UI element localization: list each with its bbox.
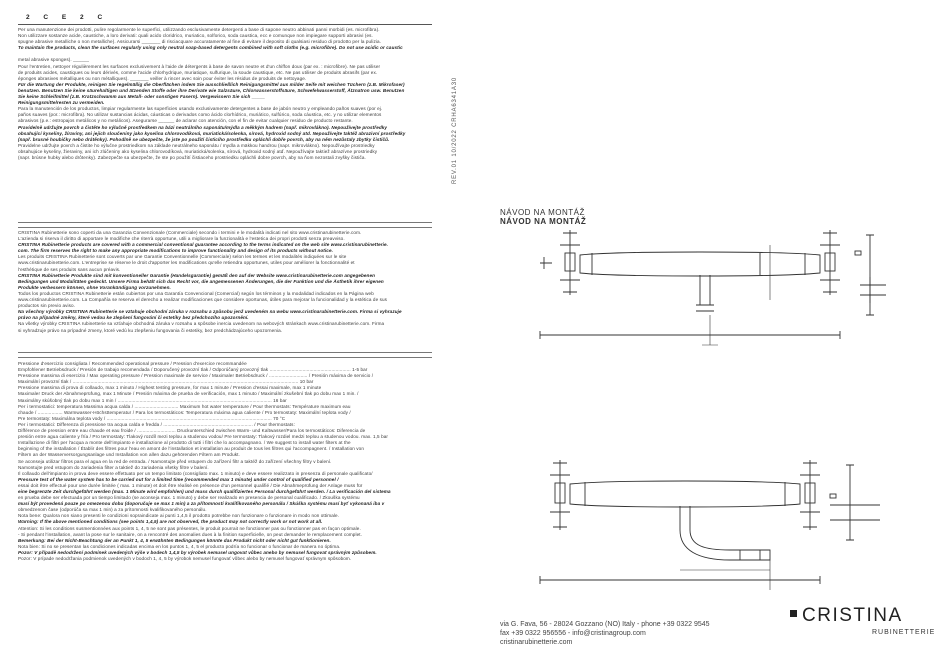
warranty-line: CRISTINA Rubinetterie products are covered with a commercial conventional guarantee according to the terms indicated on the web site www.cristinarubinetterie. bbox=[18, 242, 389, 248]
warranty-line: Les produits CRISTINA Rubinetterie sont couverts par une Garantie Conventionnelle (Commerciale) selon les termes et les modalités indiquées sur le site bbox=[18, 254, 347, 260]
warranty-line: Na všetky výrobky CRISTINA rubinetterie sa vzťahuje obchodná záruka v rozsahu a spôsobe inercia uvedenom na webových stránkach www.cristinarubinetterie.com. Firma bbox=[18, 321, 385, 327]
spec-line: Bemerkung: Bei der Nicht-Beachtung der an Punkt 1, 4, 5 erwähnten Bedingungen könnte das Produkt nicht oder nicht gut funktionieren. bbox=[18, 537, 331, 543]
warranty-line: productos sin previo aviso. bbox=[18, 303, 76, 309]
spec-line: Nota bien: Si no se presentan las condiciones indicadas encima en los puntos 1, 4, 5 el producto podría no funcionar o funcionar de manera no óptima. bbox=[18, 543, 341, 549]
spec-line: Per i termostatici: temperatura Massima acqua calda / ................................ Maximum hot water temperature / Pour thermostats: Température maximum eau bbox=[18, 403, 351, 409]
cleaning-line: Pravidelne udržujte povrch a čistite ho výlučne prostriedkom na základe neutrálneho saponátu / mydla a mäkkou handrou (napr. mikrovlákno). Nepoužívajte prostriedky bbox=[18, 142, 375, 148]
contact-web: cristinarubinetterie.com bbox=[500, 638, 573, 646]
revision-code bbox=[452, 14, 464, 214]
spec-line: Namontujte pred vstupom do zariadenia filter a taktiež do zariadenia všetky filtre v balení. bbox=[18, 464, 209, 470]
warranty-line: si vyhradzuje právo na prípadné zmeny, ktoré vedú ku zlepšeniu fungovania či estetiky, bez predchádzajúceho upozornenia. bbox=[18, 327, 283, 333]
warranty-rule-mid bbox=[18, 227, 432, 228]
warranty-line: www.cristinarubinetterie.com. L'entreprise se réserve le droit d'apporter les modifications qu'elle retiendra opportunes, utiles pour améliorer la fonctionnalité et bbox=[18, 260, 355, 266]
spec-line: eine begrenzte Zeit durchgeführt werden (max. 1 Minute wird empfohlen) und muss durch qualifiziertes Personal durchgeführt werden. / La verificación del sistema bbox=[18, 488, 391, 494]
spec-line: en prueba debe ser efectuada por un tiempo limitado (se aconseja max. 1 minuto) y debe ser realizado en presencia de personal cualificado. / Zkouška systému bbox=[18, 495, 360, 501]
brand-name: CRISTINA bbox=[802, 605, 903, 626]
spec-line: musí být provedená pouze po omezenou dobu (doporučuje se max 1 min) a za přítomnosti kvalifikovaného personálu / Skúška systému musí byť vykonaná iba v bbox=[18, 501, 385, 507]
spec-line: Pressure test of the water system has to be carried out for a limited time (recommended max 1 minute) under control of qualified personnel / bbox=[18, 476, 339, 482]
cleaning-line: Per una manutenzione dei prodotti, pulire regolarmente le superfici, utilizzando esclusivamente detergenti a base di sapone neutro abbinati panni morbidi (es. microfibra). bbox=[18, 27, 380, 32]
brand-sub: RUBINETTERIE bbox=[872, 629, 936, 636]
spec-line: Maximaler Druck der Abnahmeprüfung, max 1 Minute / Presión máxima de prueba de verificación, max 1 minuto / Maximální zkušební tlak po dobu max 1 min. / bbox=[18, 391, 359, 397]
warranty-line: Todos los productos CRISTINA Rubinetterie están cubiertos por una Garantía Convencional (Comercial) según los términos y la modalidad indicados en la Página web bbox=[18, 290, 374, 296]
contact-info bbox=[500, 621, 710, 647]
cleaning-line: Sie keine Schleifmittel (z.B. Kratzschwamm aus Metall- oder sonstigen Fasern). Vergewissern Sie sich _____ bbox=[18, 94, 266, 100]
revision-code-text: REV.01 10/2022 CRHA6341A30 bbox=[452, 77, 458, 184]
cleaning-line: spugne abrasive metalliche o non metalliche). Assicurarsi _______ di risciacquare accuratamente al fine di evitare il deposito di qualsiasi residuo di prodotto per la pulizia. bbox=[18, 39, 381, 45]
cleaning-line: Reinigungsmittelresten zu vermeiden. bbox=[18, 100, 105, 106]
warranty-block bbox=[18, 222, 432, 334]
spec-line: Différence de pression entre eau chaude et eau froide / ............................ Druckunterschied zwischen Warm- und Kaltwasser/Para los termostáticos: Diferencia de bbox=[18, 428, 366, 434]
spec-line: Per i termostatici: Differenza di pressione tra acqua calda e fredda / ................................................................. / Pour thermostats: bbox=[18, 421, 295, 427]
warranty-line: com. The firm reserves the right to make any appropriate modifications to improve functionality and design of its products without notice. bbox=[18, 248, 333, 254]
logo-square bbox=[790, 610, 797, 617]
warranty-line: Na všechny výrobky CRISTINA Rubinetterie se vztahuje obchodní záruka v rozsahu a způsobu jenž uvedeném na webu www.cristinarubinetterie.com. Firma si vyhrazuje bbox=[18, 309, 402, 315]
spec-line: Se aconseja utilizar filtros para el agua en la red de entrada. / Namontujte před vstupem do zařízení filtr a taktéž do zařízení všechny filtry v balení. bbox=[18, 458, 332, 464]
spec-line: Attention: Si les conditions susmentionnées aux points 1, 4, 5 ne sont pas présentes, le produit pourrait ne fonctionner pas ou fonctionner pas en façon optimale. bbox=[18, 525, 361, 531]
spec-line: Pozor: V případě nedodržení podmínek uvedených výše v bodech 1,4,5 by výrobek nemusel ungovat vůbec anebo by nemusel fungovat správným způsobem. bbox=[18, 549, 377, 555]
warranty-line: Produkte verbessern können, ohne Vorankündigung vorzunehmen. bbox=[18, 284, 171, 290]
specs-text bbox=[18, 361, 432, 562]
spec-line: presión entre agua caliente y fría / Pro termostaty: Tlakový rozdíl mezi teplou a studenou vodou/ Pre termostaty: Tlakový rozdiel medzi teplou a studenou vodou. max. 1,5 bar bbox=[18, 434, 389, 440]
specs-rule-top bbox=[18, 352, 432, 353]
spec-line: Installazione di filtri per l'acqua a monte dell'impianto e installazione al prodotto di tutti i filtri che lo accompagnano. / We suggest to install water filters at the bbox=[18, 440, 351, 446]
cleaning-line: de produits acides, caustiques ou leurs dérivés, comme l'acide chlorhydrique, muriatique, sulfurique, la soude caustique, etc. Ne pas utiliser de produits abrasifs (par ex. bbox=[18, 69, 378, 75]
warranty-line: l'esthétique de ses produits sans aucun préavis. bbox=[18, 266, 121, 272]
cleaning-line: éponges abrasives métalliques ou non métalliques). _______ veiller à rincer avec soin pour éviter les résidus de produits de nettoyage. bbox=[18, 75, 307, 81]
spec-line: beginning of the installation / Établir des filtres pour l'eau en amont de l'installation et installation au produit de tous les filtres qui l'accompagnent. / Installation von bbox=[18, 446, 364, 452]
warranty-line: www.cristinarubinetterie.com. La Compañía se reserva el derecho a realizar modificaciones que considere oportunas, útiles para mejorar la funcionalidad y la estética de sus bbox=[18, 297, 388, 303]
specs-block bbox=[18, 352, 432, 562]
cleaning-line: (napr. brúsne hubky alebo drôtenky). Zabezpečte sa ubezpečte, že ste po použití čistiaceho prostriedku opláchli dobre povrch, aby na ňom nezostali zvyšky čističa. bbox=[18, 154, 366, 160]
spec-line: Pre termostaty: Maximálna teplota vody / ........................................................................................................................ 70 °C bbox=[18, 415, 286, 421]
cleaning-instructions bbox=[18, 25, 432, 161]
cleaning-line: obsahujúce kyseliny, žieraviny, ani ich zlúčeniny ako kyselina chlorovodíková, muriatická/solenka, sírová, hydroxid sodný atď. Nepoužívajte taktiež abrazívne prostriedky bbox=[18, 148, 378, 154]
spec-line: - Si pendant l'installation, avant la pose sur le sanitaire, on a rencontré des anomalies dues à la finition superficielle, on peut demander le remplacement complet. bbox=[18, 531, 362, 537]
spec-line: Warning: If the above mentioned conditions (see points 1,4,5) are not observed, the product may not correctly work or not work at all. bbox=[18, 519, 323, 525]
spec-line: essai doit être effectué pour une durée limitée ( max. 1 minute) et doit être réalisé en présence d'un personnel qualifié / Die Abnahmeprüfung der Anlage muss für bbox=[18, 482, 363, 488]
cleaning-line: Pour l'entretien, nettoyer régulièrement les surfaces exclusivement à l'aide de détergents à base de savon neutre et d'un chiffon doux (par ex. : microfibre). Ne pas utiliser bbox=[18, 63, 381, 69]
cleaning-line: paños suaves (por.: microfibra). No utilizar sustancias ácidas, cáusticas o derivados como ácido clorhídrico, muriático, sulfúrico, soda cáustica, etc. y no utilizar elementos bbox=[18, 112, 382, 118]
cleaning-line: metal abrasive sponges). ______ bbox=[18, 57, 90, 63]
cleaning-line: Non utilizzare sostanze acide, caustiche, a loro derivati: quali acido cloridrico, muriatico, solforico, soda caustica, ecc e comunque non impiegare supporti abrasivi (es. bbox=[18, 33, 373, 39]
specs-rule-mid bbox=[18, 357, 432, 358]
cleaning-line: Für die Wartung der Produkte, reinigen Sie regelmäßig die Oberflächen indem Sie ausschließlich Reinigungsmittel aus milder Seife mit weichen Tüchern (z.B. Mikrofaser) bbox=[18, 81, 405, 87]
warranty-line: CRISTINA Rubinetterie Produkte sind mit konventioneller Garantie (Handelsgarantie) gemäß den auf der Website www.cristinarubinetterie.com angegebenen bbox=[18, 272, 376, 278]
warranty-line: Bedingungen und Modalitäten gedeckt. Unsere Firma behält sich das Recht vor, die angemessenen Änderungen, die der Funktion und die Ästhetik ihrer eigenen bbox=[18, 278, 384, 284]
cleaning-line: benutzen. Benutzen Sie keine säurehaltigen und ätzenden Stoffe oder ihre Derivate wie Salzsäure, Chlorwasserstoffsäure, Schwefelwasserstoff, Ätznatron usw. Benutzen bbox=[18, 87, 405, 93]
ce-symbols: 2 C E 2 C bbox=[26, 14, 109, 21]
spec-line: Il collaudo dell'impianto in prova deve essere effettuato per un tempo limitato (consigliato max. 1 minuto) e deve essere realizzato in presenza di personale qualificato/ bbox=[18, 470, 373, 476]
cleaning-line: To maintain the products, clean the surfaces regularly using only neutral soap-based detergents combined with soft cloths (e.g. microfibre). Do not use acidic or caustic bbox=[18, 45, 403, 51]
contact-address: via G. Fava, 56 - 28024 Gozzano (NO) Italy - phone +39 0322 9545 bbox=[500, 621, 710, 628]
spec-line: Pozor: V prípade nedodržania podmienok uvedených v bodoch 1, 4, 5 by výrobok nemusel fungovať vôbec alebo by nemusel fungovať správnym spôsobom. bbox=[18, 556, 352, 561]
warranty-line: právo na případné změny, které vedou ke zlepšení fungování či estetiky bez předchozího upozornění. bbox=[18, 315, 249, 321]
cleaning-line: abrasivos (p.e.: estropajos metálicos y no metálicos). Asegurarse ______ de aclarar con atención, con el fin de evitar cualquier residuo de producto restante. bbox=[18, 118, 353, 124]
header-block bbox=[18, 14, 432, 161]
cleaning-line: Pravidelně udržujte povrch a čistěte ho výlučně prostředkem na bázi neutrálního saponátu/mýdla a měkkým hadrem (např. mikrovlákno). Nepoužívejte prostředky bbox=[18, 124, 388, 130]
warranty-rule-top bbox=[18, 222, 432, 223]
spec-line: Pressione massima di esercizio / Max operating pressure / Pression maximale de service / Maximaler Betriebsdruck / ............................ / Presión máxima de servicio / bbox=[18, 373, 374, 379]
spec-line: Empfohlener Betriebsdruck / Presión de trabajo recomendada / Doporučený provozní tlak / Odporúčaný provozný tlak ........................................................... 1-5 bar bbox=[18, 367, 368, 373]
spec-line: Maximálny skúšobný tlak po dobu max 1 min / ................................................................................................................ 16 bar bbox=[18, 397, 287, 403]
warranty-line: CRISTINA Rubinetterie sono coperti da una Garanzia Convenzionale (Commerciale) secondo i termini e le modalità indicati nel sito www.cristinarubinetterie.com. bbox=[18, 230, 362, 235]
cleaning-line: obsahující kyseliny, žíraviny, ani jejich sloučeniny jako kyselina chlorovodíková, muriatická/solenka, sírová, hydroxid sodný atd. Nepoužívejte taktéž abrazivní prostředky bbox=[18, 130, 406, 136]
cleaning-line: (např. brusné houbičky nebo drátěnky). Pohodlně se ubezpečte, že jste po použití čisticího prostředku opláchli dobře povrch, aby na něm nezůstaly zbytky čističů. bbox=[18, 136, 390, 142]
spec-line: Pressione massima di prova di collaudo, max 1 minuto / Highest testing pressure, for max 1 minute / Pression d'essai maximale, max 1 minute bbox=[18, 385, 322, 391]
spec-line: Nota bene: Qualora non siano presenti le condizioni sopraindicate ai punti 1,4,5 il prodotto potrebbe non funzionare o funzionare in modo non ottimale. bbox=[18, 513, 340, 519]
contact-fax: fax +39 0322 956556 - info@cristinagroup.com bbox=[500, 629, 646, 637]
spec-line: Filtern an der Wasserversorgungsanlage und Installation von allen dazu gehörenden Filtern am Produkt. bbox=[18, 452, 240, 458]
brand-logo bbox=[790, 605, 936, 645]
bath-mixer-drawing bbox=[530, 450, 890, 600]
shower-mixer-drawing bbox=[530, 225, 890, 365]
mounting-title-2: NÁVOD NA MONTÁŽ bbox=[500, 217, 587, 226]
spec-line: Pressione d'esercizio consigliata / Recommended operational pressure / Pression d'exercice recommandée bbox=[18, 361, 247, 366]
mounting-title-1: NÁVOD NA MONTÁŽ bbox=[500, 208, 585, 217]
warranty-line: L'azienda si riserva il diritto di apportare le modifiche che riterrà opportune, utili a migliorare la funzionalità e l'estetica dei propri prodotti senza preavviso. bbox=[18, 236, 345, 242]
spec-line: chaude / .................. Warmwasser-Höchsttemperatur / Para los termostáticos: Temperatura máxima agua caliente / Pro termostaty: Maximální teplota vody / bbox=[18, 409, 351, 415]
warranty-text bbox=[18, 230, 432, 334]
spec-line: obmedzenom čase (odporúča sa max 1 min) a za prítomnosti kvalifikovaného personálu. bbox=[18, 507, 207, 513]
mounting-title bbox=[500, 208, 586, 226]
spec-line: Maximální provozní tlak / .................................................................................................................................................................... 10 bar bbox=[18, 379, 314, 385]
cleaning-line: Para la manutención de los productos, limpiar regularmente las superficies usando exclusivamente detergentes a base de jabón neutro y empleando paños suaves (por ej. bbox=[18, 106, 383, 112]
